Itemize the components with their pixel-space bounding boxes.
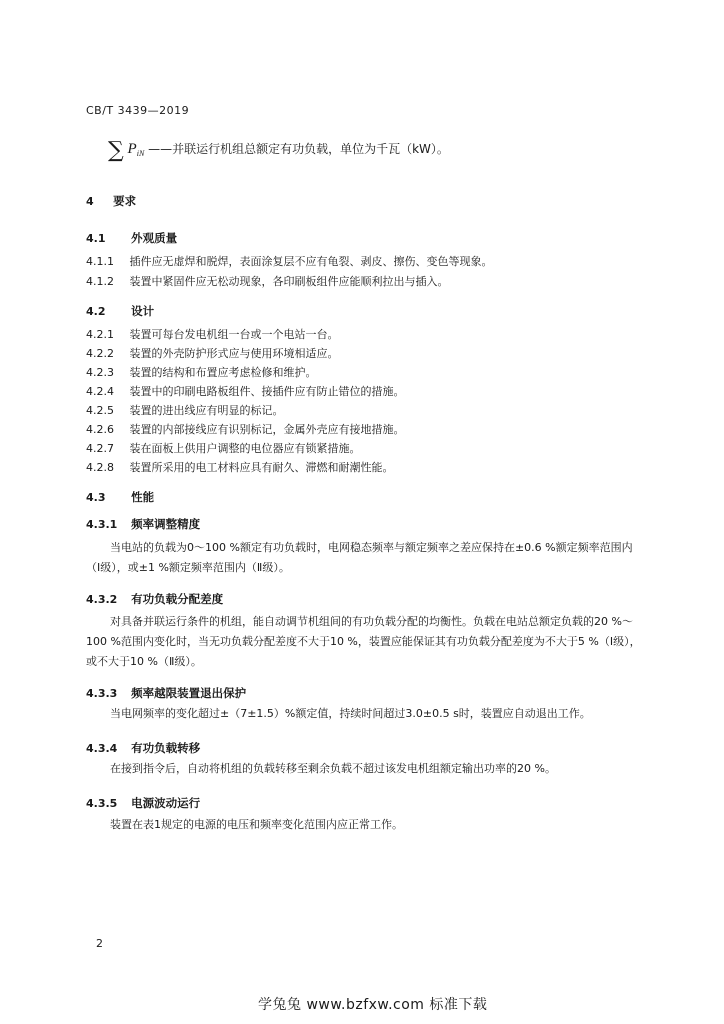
- paragraph-4-3-4: 在接到指令后，自动将机组的负载转移至剩余负载不超过该发电机组额定输出功率的20 %。: [110, 762, 556, 775]
- clause-4-2-1: [86, 326, 339, 342]
- subsection-4-3-4-heading: [86, 737, 200, 756]
- section-4-heading: [86, 190, 136, 209]
- formula-subscript: iN: [136, 149, 145, 158]
- section-number: 4.3.4: [86, 742, 118, 755]
- clause-4-1-2: [86, 273, 449, 289]
- clause-text: 装置可每台发电机组一台或一个电站一台。: [129, 328, 339, 341]
- clause-4-2-8: [86, 459, 394, 475]
- paragraph-4-3-5: 装置在表1规定的电源的电压和频率变化范围内应正常工作。: [110, 818, 403, 831]
- subsection-4-3-1-heading: [86, 513, 200, 532]
- section-title: 外观质量: [131, 231, 178, 245]
- clause-4-2-2: [86, 345, 339, 361]
- subsection-4-3-3-heading: [86, 682, 246, 701]
- section-number: 4.3.1: [86, 518, 118, 531]
- clause-text: 装置中紧固件应无松动现象，各印刷板组件应能顺利拉出与插入。: [129, 275, 449, 288]
- section-number: 4.3.5: [86, 797, 118, 810]
- clause-number: 4.2.3: [86, 366, 114, 379]
- section-number: 4.3.3: [86, 687, 118, 700]
- section-number: 4.2: [86, 305, 106, 318]
- clause-number: 4.2.7: [86, 442, 114, 455]
- clause-4-2-6: [86, 421, 405, 437]
- clause-4-2-3: [86, 364, 317, 380]
- formula-description: ——并联运行机组总额定有功负载，单位为千瓦（kW）。: [148, 142, 449, 156]
- clause-number: 4.1.1: [86, 255, 114, 268]
- clause-number: 4.2.8: [86, 461, 114, 474]
- section-number: 4.3.2: [86, 593, 118, 606]
- section-title: 有功负载分配差度: [131, 592, 224, 606]
- section-title: 有功负载转移: [131, 741, 201, 755]
- clause-4-1-1: [86, 253, 493, 269]
- clause-number: 4.2.1: [86, 328, 114, 341]
- section-title: 要求: [113, 194, 137, 208]
- section-4-2-heading: [86, 300, 154, 319]
- paragraph-4-3-3: 当电网频率的变化超过±（7±1.5）%额定值，持续时间超过3.0±0.5 s时，装置应自动退出工作。: [110, 707, 591, 720]
- clause-text: 装置的结构和布置应考虑检修和维护。: [129, 366, 317, 379]
- clause-text: 装置的内部接线应有识别标记，金属外壳应有接地措施。: [129, 423, 405, 436]
- clause-number: 4.1.2: [86, 275, 114, 288]
- clause-number: 4.2.6: [86, 423, 114, 436]
- clause-text: 装在面板上供用户调整的电位器应有锁紧措施。: [129, 442, 361, 455]
- sigma-symbol: ∑: [108, 138, 124, 163]
- section-title: 设计: [131, 304, 155, 318]
- section-4-3-heading: [86, 486, 154, 505]
- paragraph-4-3-1: 当电站的负载为0～100 %额定有功负载时，电网稳态频率与额定频率之差应保持在±0.6 %额定频率范围内（Ⅰ级），或±1 %额定频率范围内（Ⅱ级）。: [86, 541, 633, 574]
- subsection-4-3-2-heading: [86, 588, 223, 607]
- clause-number: 4.2.4: [86, 385, 114, 398]
- page-number: 2: [96, 937, 103, 950]
- section-title: 电源波动运行: [131, 796, 201, 810]
- clause-4-2-7: [86, 440, 361, 456]
- clause-4-2-4: [86, 383, 405, 399]
- formula-line: [108, 138, 449, 163]
- section-title: 性能: [131, 490, 155, 504]
- section-number: 4: [86, 195, 94, 208]
- standard-code: CB/T 3439—2019: [86, 104, 190, 117]
- clause-text: 插件应无虚焊和脱焊，表面涂复层不应有龟裂、剥皮、擦伤、变色等现象。: [129, 255, 493, 268]
- clause-number: 4.2.5: [86, 404, 114, 417]
- section-number: 4.1: [86, 232, 106, 245]
- clause-text: 装置所采用的电工材料应具有耐久、滞燃和耐潮性能。: [129, 461, 394, 474]
- subsection-4-3-5-heading: [86, 792, 200, 811]
- clause-number: 4.2.2: [86, 347, 114, 360]
- paragraph-4-3-2: 对具备并联运行条件的机组，能自动调节机组间的有功负载分配的均衡性。负载在电站总额定负载的20 %～100 %范围内变化时，当无功负载分配差度不大于10 %，装置应能保证其有功负载分配差度为不大于5 %（Ⅰ级），或不大于10 %（Ⅱ级）。: [86, 615, 641, 668]
- clause-text: 装置的进出线应有明显的标记。: [129, 404, 284, 417]
- formula-variable: P: [127, 141, 137, 157]
- clause-4-2-5: [86, 402, 284, 418]
- clause-text: 装置的外壳防护形式应与使用环境相适应。: [129, 347, 339, 360]
- section-4-1-heading: [86, 227, 177, 246]
- watermark-footer: 学兔兔 www.bzfxw.com 标准下载: [258, 997, 488, 1013]
- section-number: 4.3: [86, 491, 106, 504]
- section-title: 频率调整精度: [131, 517, 201, 531]
- clause-text: 装置中的印刷电路板组件、接插件应有防止错位的措施。: [129, 385, 405, 398]
- section-title: 频率越限装置退出保护: [131, 686, 247, 700]
